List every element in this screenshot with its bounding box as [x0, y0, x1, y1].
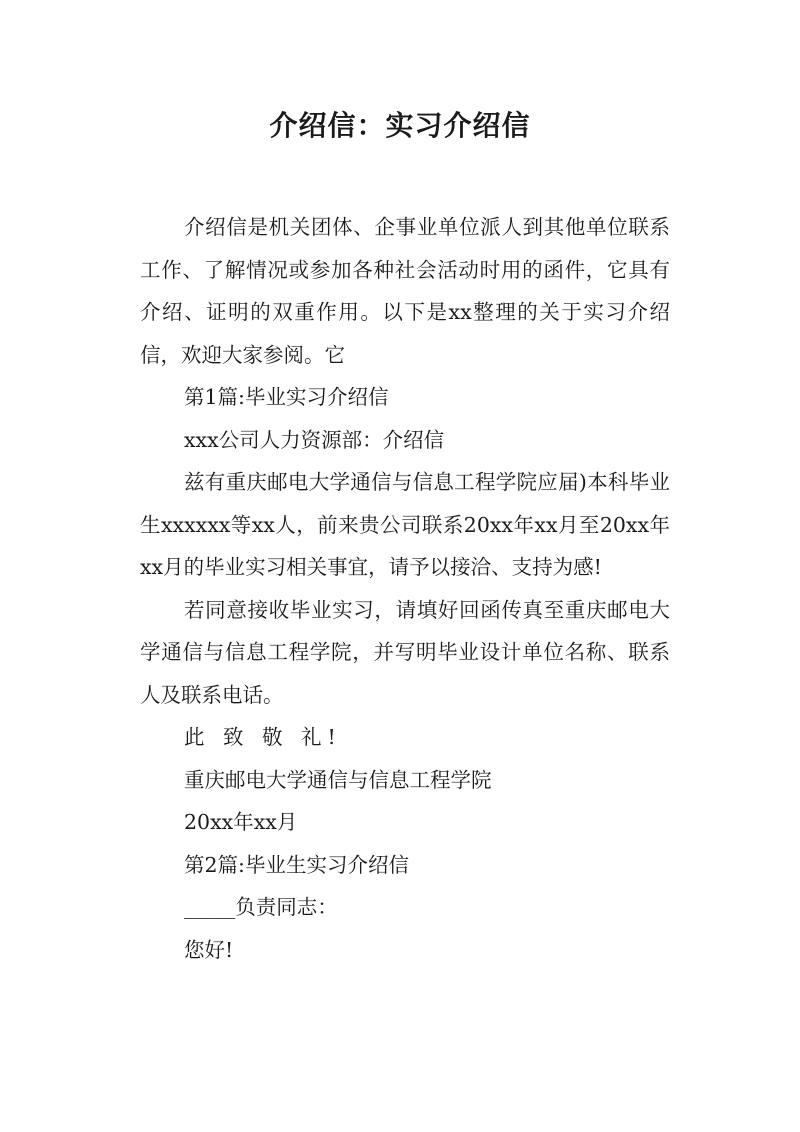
- section-1-body-paragraph-2: 若同意接收毕业实习，请填好回函传真至重庆邮电大学通信与信息工程学院，并写明毕业设计单位名称、联系人及联系电话。: [140, 597, 670, 707]
- section-1-body-paragraph-1: 兹有重庆邮电大学通信与信息工程学院应届)本科毕业生xxxxxx等xx人，前来贵公司联系20xx年xx月至20xx年xx月的毕业实习相关事宜，请予以接洽、支持为感!: [140, 470, 670, 579]
- section-1-signature: 重庆邮电大学通信与信息工程学院: [184, 767, 492, 792]
- section-1-closing: 此 致 敬 礼!: [184, 725, 342, 749]
- document-body: [140, 206, 670, 971]
- section-2-heading: 第2篇:毕业生实习介绍信: [184, 852, 409, 877]
- section-1-recipient: xxx公司人力资源部：介绍信: [184, 427, 445, 452]
- section-2-recipient: _____负责同志：: [184, 895, 338, 919]
- section-2-greeting: 您好!: [184, 937, 234, 962]
- section-1-date: 20xx年xx月: [184, 810, 298, 834]
- page-title: 介绍信：实习介绍信: [269, 109, 531, 142]
- section-1-heading: 第1篇:毕业实习介绍信: [184, 385, 389, 409]
- intro-paragraph: 介绍信是机关团体、企事业单位派人到其他单位联系工作、了解情况或参加各种社会活动时用的函件，它具有介绍、证明的双重作用。以下是xx整理的关于实习介绍信，欢迎大家参阅。它: [140, 215, 670, 367]
